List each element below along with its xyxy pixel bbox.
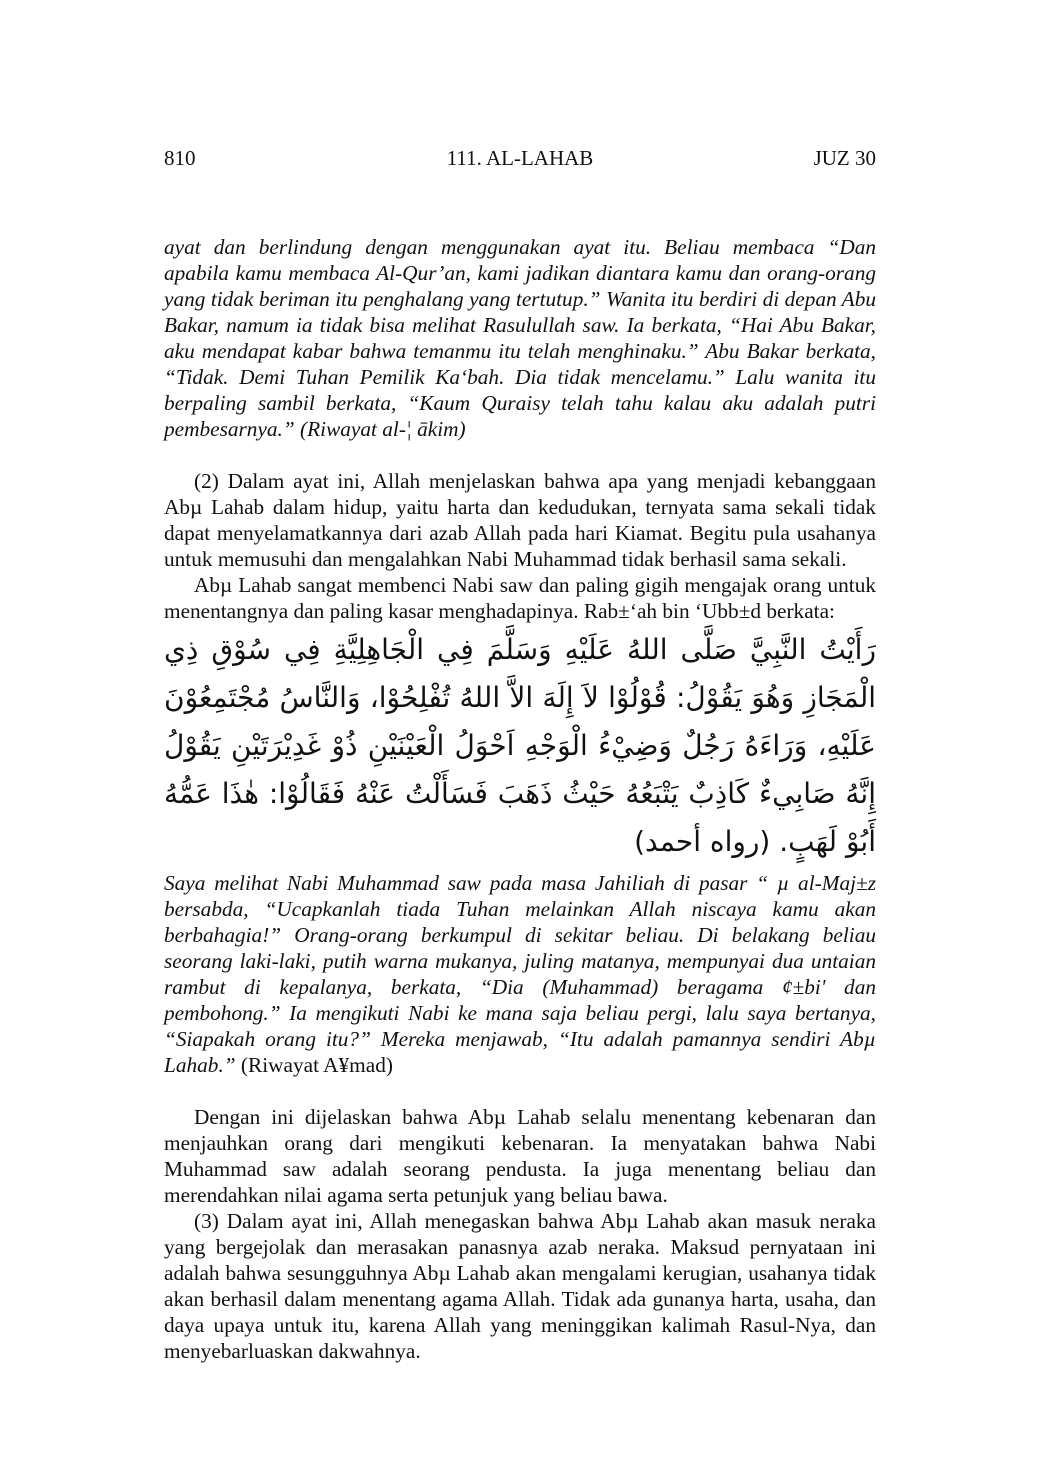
paragraph-explanation: Dengan ini dijelaskan bahwa Abµ Lahab selalu menentang kebenaran dan menjauhkan orang dari mengikuti kebenaran. Ia menyatakan bahwa Nabi Muhammad saw adalah seorang pendusta. Ia juga menentang beliau dan merendahkan nilai agama serta petunjuk yang beliau bawa. [164, 1105, 876, 1207]
paragraph-hadith-continuation: ayat dan berlindung dengan menggunakan ayat itu. Beliau membaca “Dan apabila kamu membaca Al-Qur’an, kami jadikan diantara kamu dan orang-orang yang tidak beriman itu penghalang yang tertutup.” Wanita itu berdiri di depan Abu Bakar, namum ia tidak bisa melihat Rasulullah saw. Ia berkata, “Hai Abu Bakar, aku mendapat kabar bahwa temanmu itu telah menghinaku.” Abu Bakar berkata, “Tidak. Demi Tuhan Pemilik Ka‘bah. Dia tidak mencelamu.” Lalu wanita itu berpaling sambil berkata, “Kaum Quraisy telah tahu kalau aku adalah putri pembesarnya.” (Riwayat al-¦ ākim) [164, 235, 876, 441]
paragraph-verse-3: (3) Dalam ayat ini, Allah menegaskan bahwa Abµ Lahab akan masuk neraka yang bergejolak dan merasakan panasnya azab neraka. Maksud pernyataan ini adalah bahwa sesungguhnya Abµ Lahab akan mengalami kerugian, usahanya tidak akan berhasil dalam menentang agama Allah. Tidak ada gunanya harta, usaha, dan daya upaya untuk itu, karena Allah yang meninggikan kalimah Rasul-Nya, dan menyebarluaskan dakwahnya. [164, 1209, 876, 1363]
page-header [164, 146, 876, 172]
page-number: 810 [164, 146, 196, 170]
translation-source: (Riwayat A¥mad) [235, 1053, 393, 1077]
paragraph-verse-2: (2) Dalam ayat ini, Allah menjelaskan bahwa apa yang menjadi kebanggaan Abµ Lahab dalam hidup, yaitu harta dan kedudukan, ternyata sama sekali tidak dapat menyelamatkannya dari azab Allah pada hari Kiamat. Begitu pula usahanya untuk memusuhi dan mengalahkan Nabi Muhammad tidak berhasil sama sekali. [164, 469, 876, 571]
juz-label: JUZ 30 [813, 146, 876, 170]
page-body [164, 234, 876, 1364]
arabic-hadith-text: رَأَيْتُ النَّبِيَّ صَلَّى اللهُ عَلَيْهِ وَسَلَّمَ فِي الْجَاهِلِيَّةِ فِي سُوْقِ ذِي الْمَجَازِ وَهُوَ يَقُوْلُ: قُوْلُوْا لاَ إِلَهَ الاَّ اللهُ تُفْلِحُوْا، وَالنَّاسُ مُجْتَمِعُوْنَ عَلَيْهِ، وَرَاءَهُ رَجُلٌ وَضِيْءُ الْوَجْهِ اَحْوَلُ الْعَيْنَيْنِ ذُوْ غَدِيْرَتَيْنِ يَقُوْلُ إِنَّهُ صَابِيءٌ كَاذِبٌ يَتْبَعُهُ حَيْثُ ذَهَبَ فَسَأَلْتُ عَنْهُ فَقَالُوْا: هٰذَا عَمُّهُ أَبُوْ لَهَبٍ. (رواه أحمد) [164, 633, 876, 858]
hadith-translation [164, 870, 876, 1078]
translation-text: Saya melihat Nabi Muhammad saw pada masa Jahiliah di pasar “ µ al-Maj±z bersabda, “Ucapkanlah tiada Tuhan melainkan Allah niscaya kamu akan berbahagia!” Orang-orang berkumpul di sekitar beliau. Di belakang beliau seorang laki-laki, putih warna mukanya, juling matanya, mempunyai dua untaian rambut di kepalanya, berkata, “Dia (Muhammad) beragama ¢±bi' dan pembohong.” Ia mengikuti Nabi ke mana saja beliau pergi, lalu saya bertanya, “Siapakah orang itu?” Mereka menjawab, “Itu adalah pamannya sendiri Abµ Lahab.” [164, 871, 876, 1077]
chapter-title: 111. AL-LAHAB [446, 146, 594, 170]
paragraph-abu-lahab-hatred: Abµ Lahab sangat membenci Nabi saw dan paling gigih mengajak orang untuk menentangnya dan paling kasar menghadapinya. Rab±‘ah bin ‘Ubb±d berkata: [164, 573, 876, 623]
